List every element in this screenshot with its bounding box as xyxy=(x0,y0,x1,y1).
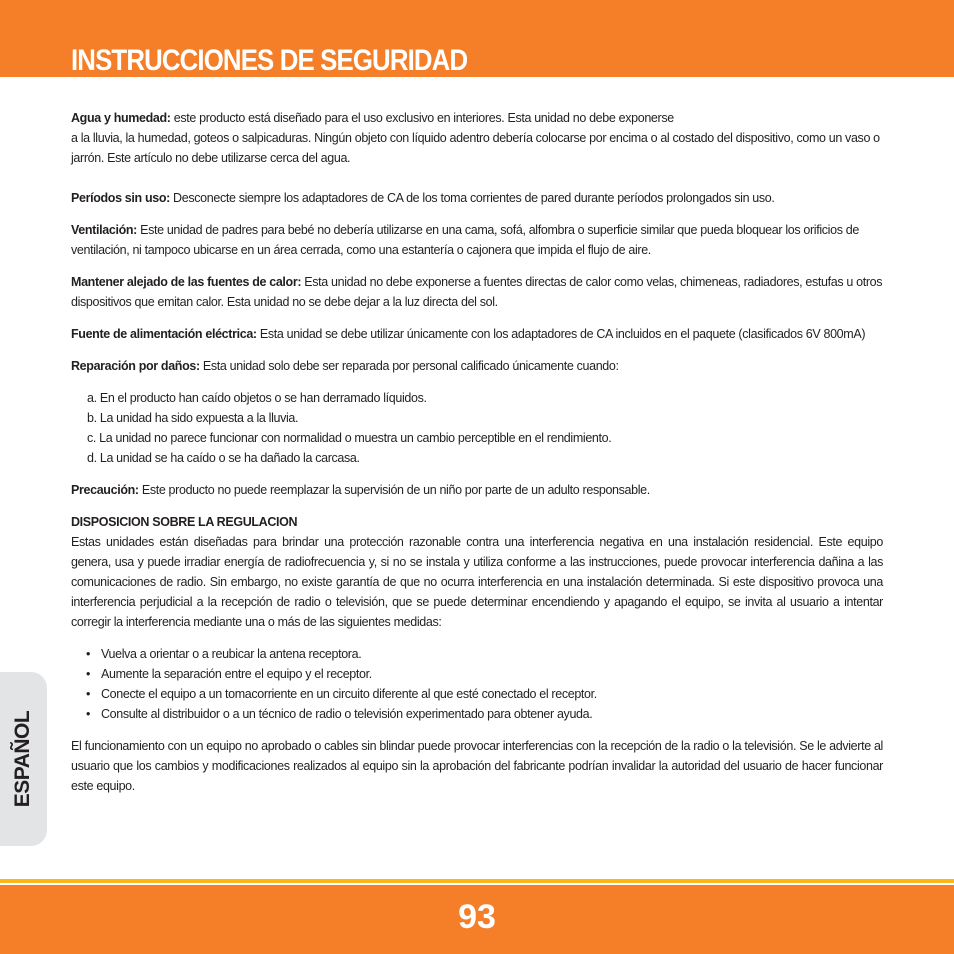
section-text: Desconecte siempre los adaptadores de CA de los toma corrientes de pared durante períodos prolongados sin uso. xyxy=(169,191,775,205)
section-label: Agua y humedad: xyxy=(71,111,171,125)
page-footer xyxy=(0,885,954,954)
section-alimentacion xyxy=(71,324,883,344)
list-item-text: Aumente la separación entre el equipo y el receptor. xyxy=(101,667,372,681)
list-item xyxy=(86,644,883,664)
section-label: Reparación por daños: xyxy=(71,359,200,373)
list-item-text: Consulte al distribuidor o a un técnico de radio o televisión experimentado para obtener ayuda. xyxy=(101,707,593,721)
section-label: Mantener alejado de las fuentes de calor: xyxy=(71,275,302,289)
bullet-icon: • xyxy=(86,687,91,701)
list-item: c. La unidad no parece funcionar con normalidad o muestra un cambio perceptible en el rendimiento. xyxy=(87,431,612,445)
section-text: Este unidad de padres para bebé no debería utilizarse en una cama, sofá, alfombra o superficie similar que pueda bloquear los orificios de ventilación, ni tampoco ubicarse en un área cerrada, como una estantería o cajonera que impida el flujo de aire. xyxy=(71,223,859,257)
list-item-text: Vuelva a orientar o a reubicar la antena receptora. xyxy=(101,647,362,661)
section-periodos xyxy=(71,188,883,208)
list-item xyxy=(86,704,883,724)
list-item xyxy=(86,684,883,704)
regulation-heading: DISPOSICION SOBRE LA REGULACION xyxy=(71,515,298,529)
section-label: Fuente de alimentación eléctrica: xyxy=(71,327,257,341)
interference-measures-list xyxy=(71,644,883,724)
bullet-icon: • xyxy=(86,647,91,661)
bullet-icon: • xyxy=(86,707,91,721)
repair-conditions-list xyxy=(71,388,883,468)
regulation-text: Estas unidades están diseñadas para brindar una protección razonable contra una interferencia negativa en una instalación residencial. Este equipo genera, usa y puede irradiar energía de radiofrecuencia y, si no se instala y utiliza conforme a las instrucciones, puede provocar interferencia dañina a las comunicaciones de radio. Sin embargo, no existe garantía de que no ocurra interferencia en una instalación determinada. Si este dispositivo provoca una interferencia perjudicial a la recepción de radio o televisión, que se puede determinar encendiendo y apagando el equipo, se invita al usuario a intentar corregir la interferencia mediante una o más de las siguientes medidas: xyxy=(71,535,883,629)
language-label: ESPAÑOL xyxy=(11,710,34,808)
regulation-closing: El funcionamiento con un equipo no aprobado o cables sin blindar puede provocar interferencias con la recepción de la radio o la televisión. Se le advierte al usuario que los cambios y modificaciones realizados al equipo sin la aprobación del fabricante podrían invalidar la autoridad del usuario de hacer funcionar este equipo. xyxy=(71,739,883,793)
section-ventilacion xyxy=(71,220,883,260)
section-label: Precaución: xyxy=(71,483,139,497)
section-agua xyxy=(71,108,883,168)
list-item: a. En el producto han caído objetos o se han derramado líquidos. xyxy=(87,391,427,405)
section-calor xyxy=(71,272,883,312)
section-reparacion xyxy=(71,356,883,376)
section-text: Esta unidad solo debe ser reparada por personal calificado únicamente cuando: xyxy=(199,359,619,373)
footer-accent-line xyxy=(0,879,954,883)
section-text: Esta unidad se debe utilizar únicamente con los adaptadores de CA incluidos en el paquete (clasificados 6V 800mA) xyxy=(256,327,866,341)
section-text: Este producto no puede reemplazar la supervisión de un niño por parte de un adulto responsable. xyxy=(138,483,650,497)
section-label: Períodos sin uso: xyxy=(71,191,170,205)
section-text: este producto está diseñado para el uso exclusivo en interiores. Esta unidad no debe exponerse xyxy=(170,111,674,125)
page-header xyxy=(0,0,954,77)
bullet-icon: • xyxy=(86,667,91,681)
list-item xyxy=(86,664,883,684)
list-item-text: Conecte el equipo a un tomacorriente en un circuito diferente al que esté conectado el receptor. xyxy=(101,687,597,701)
page-title: INSTRUCCIONES DE SEGURIDAD xyxy=(71,44,468,77)
section-text: a la lluvia, la humedad, goteos o salpicaduras. Ningún objeto con líquido adentro debería colocarse por encima o al costado del dispositivo, como un vaso o jarrón. Este artículo no debe utilizarse cerca del agua. xyxy=(71,131,880,165)
section-precaucion xyxy=(71,480,883,500)
list-item: b. La unidad ha sido expuesta a la lluvia. xyxy=(87,411,299,425)
safety-instructions-body xyxy=(71,108,883,796)
section-label: Ventilación: xyxy=(71,223,137,237)
page-number: 93 xyxy=(458,898,496,936)
list-item: d. La unidad se ha caído o se ha dañado la carcasa. xyxy=(87,451,360,465)
section-text: Esta unidad no debe exponerse a fuentes directas de calor como velas, chimeneas, radiadores, estufas u otros dispositivos que emitan calor. Esta unidad no se debe dejar a la luz directa del sol. xyxy=(71,275,883,309)
